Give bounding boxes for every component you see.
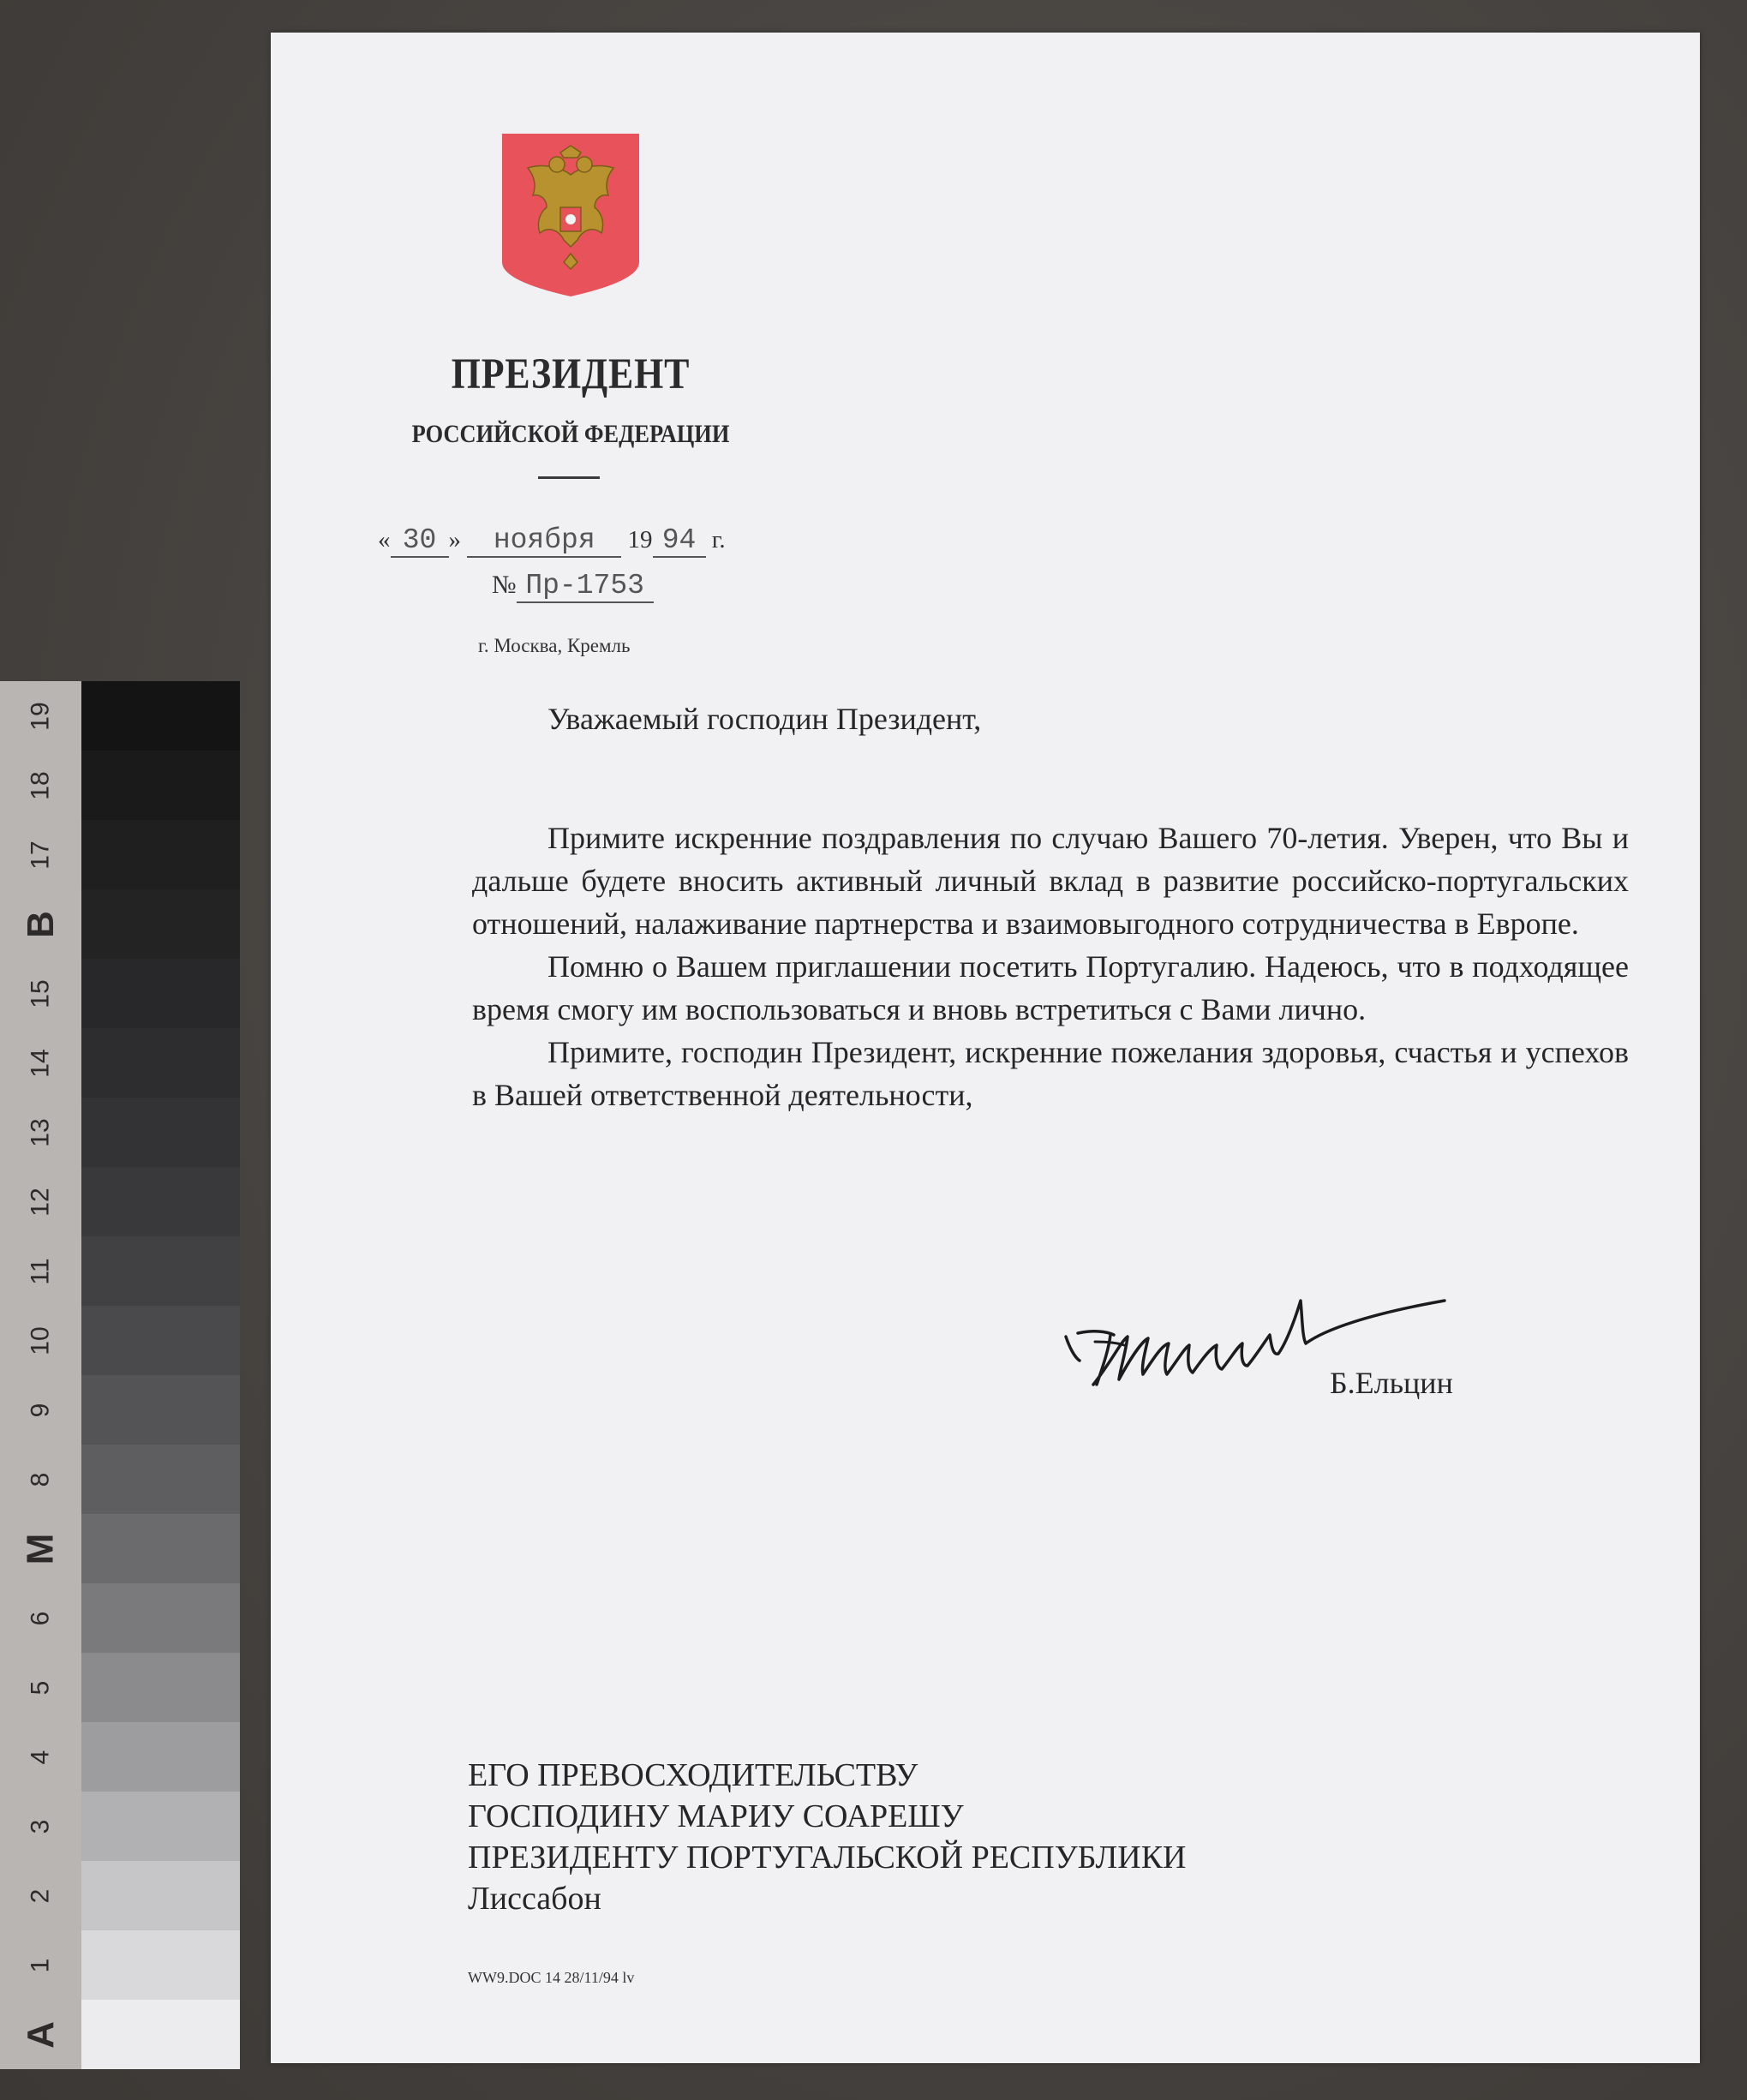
letterhead-title: ПРЕЗИДЕНТ bbox=[451, 350, 691, 398]
date-day: 30 bbox=[391, 525, 449, 558]
scale-label: 14 bbox=[26, 1048, 55, 1078]
grey-scale-strip bbox=[0, 681, 242, 2069]
letter-body bbox=[472, 817, 1629, 1116]
date-month: ноября bbox=[467, 525, 621, 558]
scale-label: 9 bbox=[26, 1403, 55, 1417]
addressee-line: ЕГО ПРЕВОСХОДИТЕЛЬСТВУ bbox=[468, 1757, 918, 1793]
scale-label: 11 bbox=[26, 1257, 55, 1285]
paragraph: Примите, господин Президент, искренние пожелания здоровья, счастья и успехов в Вашей ответственной деятельности, bbox=[472, 1035, 1629, 1112]
scale-label: 10 bbox=[26, 1325, 55, 1355]
place-of-issue: г. Москва, Кремль bbox=[478, 635, 631, 656]
number-value: Пр-1753 bbox=[517, 571, 654, 603]
reference-number bbox=[492, 571, 654, 603]
addressee-city: Лиссабон bbox=[468, 1881, 601, 1917]
scale-label: M bbox=[19, 1533, 62, 1565]
scale-label: 12 bbox=[26, 1187, 55, 1217]
addressee-line: ПРЕЗИДЕНТУ ПОРТУГАЛЬСКОЙ РЕСПУБЛИКИ bbox=[468, 1840, 1187, 1876]
scale-label: 15 bbox=[26, 978, 55, 1008]
number-sign: № bbox=[492, 571, 517, 599]
scale-label: 13 bbox=[26, 1117, 55, 1147]
date-close-quote: » bbox=[448, 526, 461, 553]
grey-patches bbox=[81, 681, 240, 2069]
document-footer-code: WW9.DOC 14 28/11/94 lv bbox=[468, 1969, 635, 1986]
scale-label: 18 bbox=[26, 770, 55, 800]
scale-label: 5 bbox=[26, 1680, 55, 1695]
signer-name: Б.Ельцин bbox=[1330, 1366, 1453, 1400]
scale-label: 19 bbox=[26, 701, 55, 731]
date-open-quote: « bbox=[378, 526, 391, 553]
scale-ruler bbox=[0, 681, 81, 2069]
letterhead-divider bbox=[538, 476, 600, 479]
date-year-abbr: г. bbox=[711, 526, 726, 553]
addressee-block bbox=[468, 1755, 1187, 1919]
date-year-prefix: 19 bbox=[627, 526, 653, 553]
scale-label: 3 bbox=[26, 1819, 55, 1834]
coat-of-arms-emblem bbox=[502, 134, 639, 296]
scale-label: B bbox=[19, 910, 62, 938]
salutation: Уважаемый господин Президент, bbox=[547, 702, 982, 736]
scale-label: 6 bbox=[26, 1611, 55, 1625]
paragraph: Помню о Вашем приглашении посетить Португалию. Надеюсь, что в подходящее время смогу им воспользоваться и вновь встретиться с Вами лично. bbox=[472, 949, 1629, 1026]
scale-label: 17 bbox=[26, 840, 55, 870]
letter-page bbox=[271, 33, 1700, 2063]
scale-label: 1 bbox=[26, 1958, 55, 1972]
scale-label: A bbox=[19, 2020, 62, 2049]
scale-label: 4 bbox=[26, 1750, 55, 1764]
letterhead-subtitle: РОССИЙСКОЙ ФЕДЕРАЦИИ bbox=[411, 420, 730, 448]
addressee-line: ГОСПОДИНУ МАРИУ СОАРЕШУ bbox=[468, 1798, 964, 1834]
dateline bbox=[378, 525, 726, 558]
paragraph: Примите искренние поздравления по случаю Вашего 70-летия. Уверен, что Вы и дальше будете вносить активный личный вклад в развитие российско-португальских отношений, налаживание партнерства и взаимовыгодного сотрудничества в Европе. bbox=[472, 821, 1629, 941]
scale-label: 8 bbox=[26, 1472, 55, 1487]
scale-label: 2 bbox=[26, 1888, 55, 1903]
date-year-suffix: 94 bbox=[653, 525, 706, 558]
